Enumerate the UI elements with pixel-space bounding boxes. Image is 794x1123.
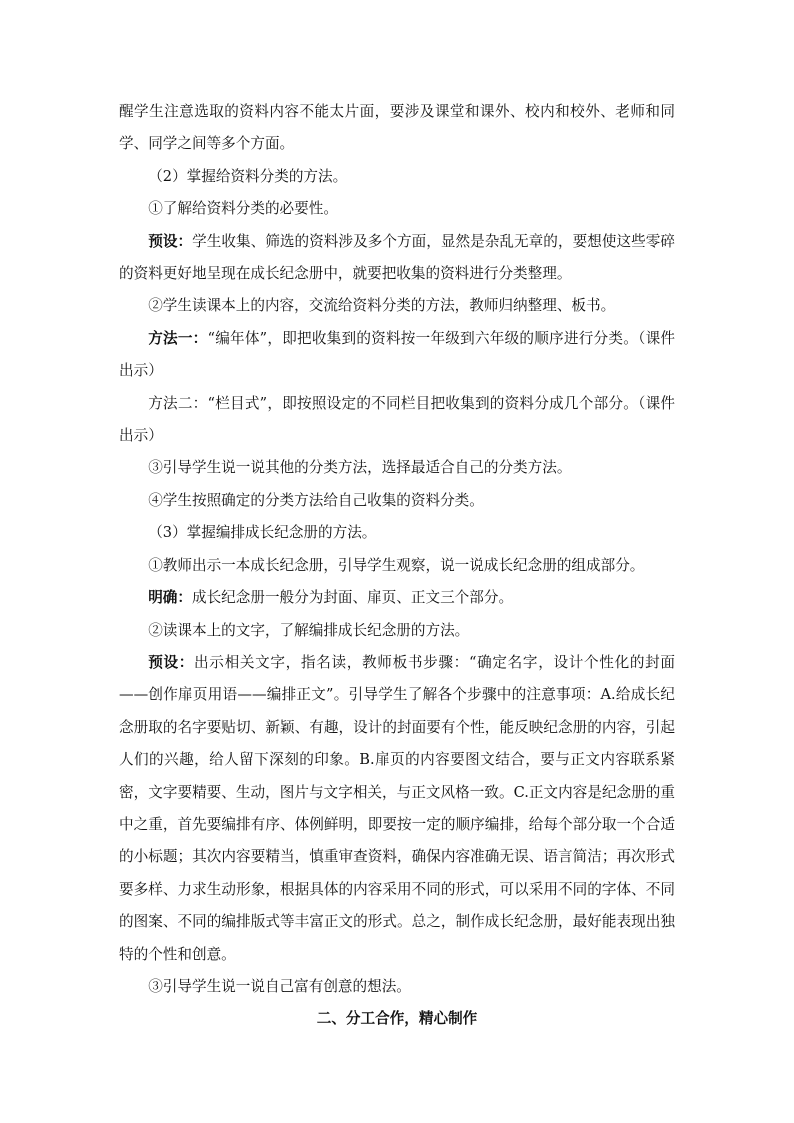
paragraph-label: 明确：: [148, 589, 192, 607]
paragraph-other-methods: [119, 452, 675, 484]
paragraph-label: 预设：: [148, 653, 195, 671]
paragraph-teacher-shows: [119, 550, 675, 582]
paragraph-text: （2）掌握给资料分类的方法。: [148, 167, 348, 185]
document-body: [119, 96, 675, 1036]
paragraph-text: 方法二：“栏目式”，即按照设定的不同栏目把收集到的资料分成几个部分。（课件出示）: [119, 394, 675, 445]
paragraph-step-3-heading: [119, 517, 675, 549]
paragraph-step-2-heading: [119, 161, 675, 193]
paragraph-creative-ideas: [119, 971, 675, 1003]
paragraph-text: （3）掌握编排成长纪念册的方法。: [148, 524, 377, 542]
paragraph-text: ③引导学生说一说其他的分类方法，选择最适合自己的分类方法。: [148, 459, 572, 477]
paragraph-text: ④学生按照确定的分类方法给自己收集的资料分类。: [148, 491, 484, 509]
paragraph-text: 醒学生注意选取的资料内容不能太片面，要涉及课堂和课外、校内和校外、老师和同学、同学之间等多个方面。: [119, 103, 675, 153]
paragraph-preset-1: [119, 226, 675, 291]
paragraph-read-text: [119, 615, 675, 647]
paragraph-text: ①了解给资料分类的必要性。: [148, 200, 338, 218]
paragraph-method-1: [119, 323, 675, 388]
paragraph-text: ②学生读课本上的内容，交流给资料分类的方法，教师归纳整理、板书。: [148, 297, 616, 315]
paragraph-clarify: [119, 582, 675, 614]
paragraph-text: ③引导学生说一说自己富有创意的想法。: [148, 977, 411, 995]
paragraph-text: ①教师出示一本成长纪念册，引导学生观察，说一说成长纪念册的组成部分。: [148, 556, 645, 574]
paragraph-continuation: [119, 96, 675, 161]
paragraph-text: 出示相关文字，指名读，教师板书步骤：“确定名字，设计个性化的封面——创作扉页用语——编排正文”。引导学生了解各个步骤中的注意事项：A.给成长纪念册取的名字要贴切、新颖、有趣，设计的封面要有个性，能反映纪念册的内容，引起人们的兴趣，给人留下深刻的印象。B.扉页的内容要图文结合，要与正文内容联系紧密，文字要精要、生动，图片与文字相关，与正文风格一致。C.正文内容是纪念册的重中之重，首先要编排有序、体例鲜明，即要按一定的顺序编排，给每个部分取一个合适的小标题；其次内容要精当，慎重审查资料，确保内容准确无误、语言简洁；再次形式要多样、力求生动形象，根据具体的内容采用不同的形式，可以采用不同的字体、不同的图案、不同的编排版式等丰富正文的形式。总之，制作成长纪念册，最好能表现出独特的个性和创意。: [119, 653, 675, 963]
paragraph-label: 方法一：: [148, 329, 208, 347]
paragraph-classify: [119, 485, 675, 517]
paragraph-text: 学生收集、筛选的资料涉及多个方面，显然是杂乱无章的，要想使这些零碎的资料更好地呈现在成长纪念册中，就要把收集的资料进行分类整理。: [119, 232, 675, 283]
paragraph-text: ②读课本上的文字，了解编排成长纪念册的方法。: [148, 621, 470, 639]
section-heading: 二、分工合作，精心制作: [316, 1010, 478, 1028]
paragraph-method-2: [119, 388, 675, 453]
paragraph-text: 成长纪念册一般分为封面、扉页、正文三个部分。: [191, 589, 514, 607]
paragraph-read-textbook: [119, 290, 675, 322]
paragraph-preset-2: [119, 647, 675, 971]
paragraph-label: 预设：: [148, 232, 193, 250]
paragraph-necessity: [119, 193, 675, 225]
paragraph-text: “编年体”，即把收集到的资料按一年级到六年级的顺序进行分类。（课件出示）: [119, 329, 675, 380]
